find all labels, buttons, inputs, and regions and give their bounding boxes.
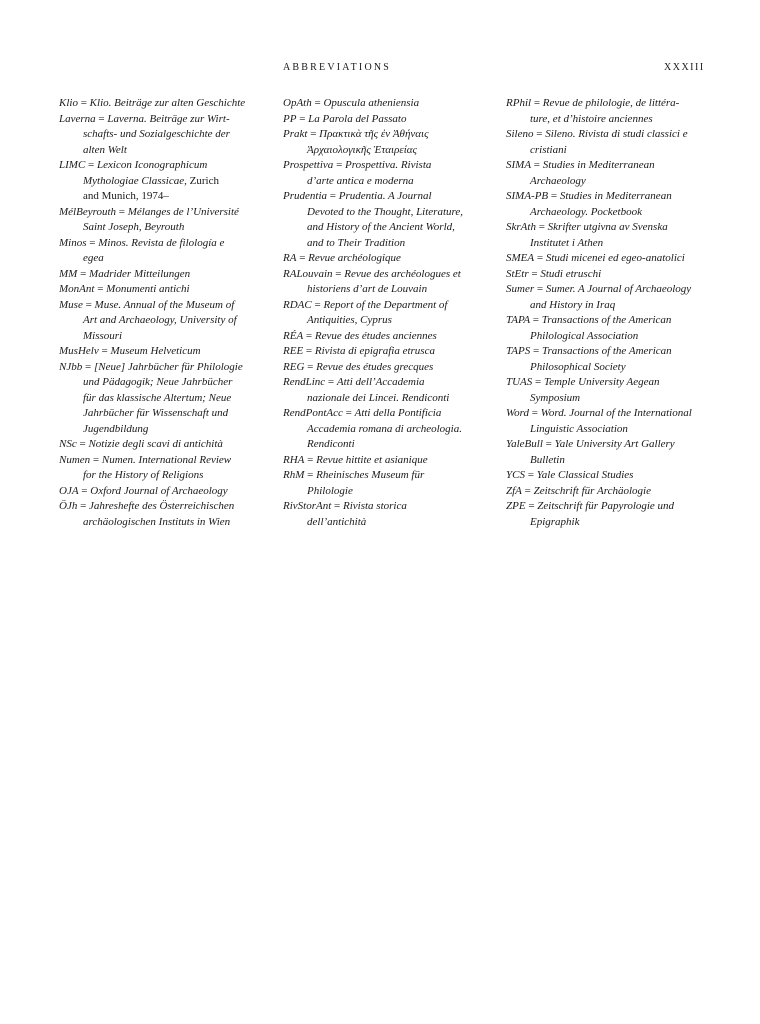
- abbreviation-entry: Sumer = Sumer. A Journal of Archaeology and History in Iraq: [506, 283, 692, 311]
- abbreviation-term: PP: [283, 112, 297, 125]
- abbreviation-expansion: Rivista di epigrafia etrusca: [314, 345, 435, 357]
- abbreviation-term: SMEA: [506, 252, 535, 264]
- abbreviation-term: RendPontAcc: [283, 407, 343, 419]
- abbreviation-entry: RÉA = Revue des études anciennes: [283, 329, 437, 342]
- abbreviation-expansion: Revue des archéologues et historiens d’art de Louvain: [307, 267, 461, 295]
- abbreviation-expansion: Revue hittite et asianique: [316, 453, 428, 466]
- abbreviation-expansion: Revue des études grecques: [316, 360, 434, 373]
- abbreviation-term: RA: [283, 252, 297, 264]
- abbreviation-term: MM: [59, 267, 78, 280]
- page-number: XXXIII: [664, 62, 705, 73]
- abbreviation-entry: RALouvain = Revue des archéologues et historiens d’art de Louvain: [283, 267, 461, 295]
- abbreviation-expansion: La Parola del Passato: [308, 112, 407, 125]
- abbreviation-entry: RendLinc = Atti dell’Accademia nazionale dei Lincei. Rendiconti: [283, 376, 450, 404]
- abbreviation-entry: StEtr = Studi etruschi: [506, 267, 602, 280]
- abbreviation-term: Prudentia: [283, 190, 327, 202]
- abbreviation-expansion: Report of the Department of Antiquities, Cyprus: [307, 298, 448, 326]
- abbreviation-expansion: Muse. Annual of the Museum of Art and Archaeology, University of Missouri: [83, 298, 237, 342]
- abbreviation-entry: Prakt = Πρακτικὰ τῆς ἐν Ἀθήναις Ἀρχαιολογικῆς Ἑταιρείας: [283, 128, 429, 156]
- abbreviation-expansion: Monumenti antichi: [106, 283, 190, 295]
- abbreviation-term: Laverna: [59, 112, 96, 125]
- abbreviation-term: SIMA-PB: [506, 190, 549, 202]
- abbreviation-term: TAPA: [506, 314, 531, 326]
- abbreviation-entry: SIMA-PB = Studies in Mediterranean Archaeology. Pocketbook: [506, 190, 672, 218]
- abbreviation-expansion: Jahreshefte des Österreichischen archäologischen Instituts in Wien: [83, 500, 235, 528]
- abbreviation-entry: MM = Madrider Mitteilungen: [59, 267, 191, 280]
- abbreviation-term: NSc: [59, 438, 77, 450]
- abbreviation-term: LIMC: [59, 159, 86, 171]
- abbreviation-expansion: Revue de philologie, de littéra- ture, et d’histoire anciennes: [530, 97, 680, 125]
- abbreviation-term: ZfA: [506, 484, 522, 497]
- abbreviation-expansion: Prospettiva. Rivista d’arte antica e moderna: [307, 159, 432, 187]
- abbreviation-entry: ZPE = Zeitschrift für Papyrologie und Epigraphik: [506, 500, 675, 528]
- abbreviation-expansion: Rheinisches Museum für Philologie: [307, 469, 425, 497]
- abbreviation-term: YaleBull: [506, 438, 543, 450]
- abbreviation-term: Word: [506, 407, 530, 419]
- abbreviation-term: ÖJh: [59, 500, 78, 512]
- abbreviation-entry: ZfA = Zeitschrift für Archäologie: [506, 484, 651, 497]
- abbreviation-expansion: Oxford Journal of Archaeology: [90, 484, 228, 497]
- abbreviation-expansion: Studi etruschi: [540, 267, 602, 280]
- abbreviation-expansion: Revue des études anciennes: [314, 329, 437, 342]
- abbreviation-expansion: Mélanges de l’Université Saint Joseph, Beyrouth: [83, 205, 239, 233]
- abbreviation-term: Muse: [59, 298, 83, 311]
- abbreviation-expansion: Rivista storica dell’antichità: [307, 500, 407, 528]
- abbreviation-entry: SkrAth = Skrifter utgivna av Svenska Institutet i Athen: [506, 221, 668, 249]
- abbreviation-expansion: Πρακτικὰ τῆς ἐν Ἀθήναις Ἀρχαιολογικῆς Ἑταιρείας: [307, 128, 429, 156]
- abbreviation-entry: REE = Rivista di epigrafia etrusca: [283, 345, 435, 357]
- abbreviation-expansion: Studi micenei ed egeo-anatolici: [545, 252, 685, 264]
- abbreviation-term: Minos: [59, 236, 87, 249]
- abbreviation-entry: Prospettiva = Prospettiva. Rivista d’arte antica e moderna: [283, 159, 432, 187]
- abbreviation-expansion: Skrifter utgivna av Svenska Institutet i Athen: [530, 221, 668, 249]
- abbreviation-entry: MusHelv = Museum Helveticum: [59, 345, 201, 357]
- abbreviation-term: OJA: [59, 484, 79, 497]
- abbreviation-term: RHA: [283, 453, 305, 466]
- abbreviation-entry: Prudentia = Prudentia. A Journal Devoted to the Thought, Literature, and History of the Ancient World, and to Their Tradition: [283, 190, 464, 249]
- abbreviation-entry: RhM = Rheinisches Museum für Philologie: [283, 469, 425, 497]
- abbreviation-term: Klio: [59, 97, 78, 109]
- abbreviation-entry: Numen = Numen. International Review for the History of Religions: [59, 453, 232, 481]
- abbreviation-term: REG: [283, 360, 305, 373]
- abbreviation-expansion: Klio. Beiträge zur alten Geschichte: [89, 97, 246, 109]
- abbreviation-expansion: Atti della Pontificia Accademia romana di archeologia. Rendiconti: [307, 407, 462, 450]
- abbreviation-column-1: [59, 96, 264, 530]
- abbreviation-expansion: Atti dell’Accademia nazionale dei Lincei. Rendiconti: [307, 376, 450, 404]
- abbreviation-term: Numen: [59, 453, 91, 466]
- abbreviation-entry: Word = Word. Journal of the International Linguistic Association: [506, 407, 692, 435]
- abbreviation-expansion: Museum Helveticum: [110, 345, 201, 357]
- abbreviation-term: SkrAth: [506, 221, 536, 233]
- abbreviation-term: REE: [283, 345, 304, 357]
- abbreviation-term: Sileno: [506, 128, 534, 140]
- abbreviation-entry: PP = La Parola del Passato: [283, 112, 407, 125]
- abbreviation-term: RivStorAnt: [283, 500, 332, 512]
- abbreviation-entry: OJA = Oxford Journal of Archaeology: [59, 484, 228, 497]
- abbreviation-expansion: Revue archéologique: [308, 252, 401, 264]
- abbreviation-term: RhM: [283, 469, 305, 481]
- abbreviation-term: ZPE: [506, 500, 526, 512]
- abbreviation-expansion: Notizie degli scavi di antichità: [88, 438, 223, 450]
- abbreviation-term: StEtr: [506, 267, 529, 280]
- abbreviation-entry: RA = Revue archéologique: [283, 252, 401, 264]
- abbreviation-expansion: Opuscula atheniensia: [323, 97, 420, 109]
- abbreviation-expansion: [Neue] Jahrbücher für Philologie und Pädagogik; Neue Jahrbücher für das klassische Altertum; Neue Jahrbücher für Wissenschaft und Jugendbildung: [83, 360, 243, 435]
- abbreviation-entry: TUAS = Temple University Aegean Symposium: [506, 376, 660, 404]
- abbreviation-entry: SIMA = Studies in Mediterranean Archaeology: [506, 159, 655, 187]
- abbreviation-expansion: Minos. Revista de filología e egea: [83, 236, 225, 264]
- abbreviation-entry: Sileno = Sileno. Rivista di studi classici e cristiani: [506, 128, 688, 156]
- abbreviation-column-2: [283, 96, 489, 530]
- abbreviation-entry: SMEA = Studi micenei ed egeo-anatolici: [506, 252, 685, 264]
- abbreviation-term: TUAS: [506, 376, 533, 388]
- abbreviation-entry: TAPS = Transactions of the American Philosophical Society: [506, 345, 672, 373]
- abbreviation-term: RÉA: [283, 329, 304, 342]
- abbreviation-entry: RendPontAcc = Atti della Pontificia Accademia romana di archeologia. Rendiconti: [283, 407, 462, 450]
- abbreviation-entry: RHA = Revue hittite et asianique: [283, 453, 428, 466]
- running-head: ABBREVIATIONS: [283, 62, 392, 73]
- abbreviation-entry: RDAC = Report of the Department of Antiquities, Cyprus: [283, 298, 448, 326]
- abbreviation-expansion: Zeitschrift für Archäologie: [533, 484, 651, 497]
- abbreviation-term: MélBeyrouth: [59, 205, 117, 218]
- abbreviation-entry: LIMC = Lexicon Iconographicum Mythologiae Classicae, Zurich and Munich, 1974–: [59, 159, 219, 202]
- abbreviation-entry: Minos = Minos. Revista de filología e egea: [59, 236, 225, 264]
- abbreviation-entry: Laverna = Laverna. Beiträge zur Wirt- schafts- und Sozialgeschichte der alten Welt: [59, 112, 230, 156]
- abbreviation-term: RDAC: [283, 298, 312, 311]
- abbreviation-entry: YaleBull = Yale University Art Gallery Bulletin: [506, 438, 675, 466]
- abbreviation-term: NJbb: [59, 360, 83, 373]
- abbreviation-expansion: Word. Journal of the International Linguistic Association: [530, 407, 692, 435]
- abbreviation-term: MusHelv: [59, 345, 99, 357]
- abbreviation-expansion: Sileno. Rivista di studi classici e cristiani: [530, 128, 688, 156]
- abbreviation-expansion: Prudentia. A Journal Devoted to the Thought, Literature, and History of the Ancient World, and to Their Tradition: [307, 190, 464, 249]
- abbreviation-expansion: Studies in Mediterranean Archaeology: [530, 159, 655, 187]
- abbreviation-expansion: Transactions of the American Philosophical Society: [530, 345, 672, 373]
- abbreviation-expansion: Yale University Art Gallery Bulletin: [530, 438, 675, 466]
- abbreviation-entry: TAPA = Transactions of the American Philological Association: [506, 314, 672, 342]
- abbreviation-entry: OpAth = Opuscula atheniensia: [283, 97, 420, 109]
- abbreviation-entry: ÖJh = Jahreshefte des Österreichischen archäologischen Instituts in Wien: [59, 500, 235, 528]
- abbreviation-term: RPhil: [506, 97, 532, 109]
- abbreviation-expansion: Yale Classical Studies: [536, 469, 634, 481]
- abbreviation-entry: RivStorAnt = Rivista storica dell’antichità: [283, 500, 407, 528]
- abbreviation-expansion: Lexicon Iconographicum Mythologiae Classicae,: [83, 159, 208, 187]
- abbreviation-entry: RPhil = Revue de philologie, de littéra- ture, et d’histoire anciennes: [506, 97, 680, 125]
- abbreviation-term: YCS: [506, 469, 525, 481]
- abbreviation-expansion-roman: Zurich and Munich, 1974–: [83, 174, 219, 202]
- abbreviation-column-3: [506, 96, 716, 530]
- abbreviation-entry: Muse = Muse. Annual of the Museum of Art and Archaeology, University of Missouri: [59, 298, 237, 342]
- abbreviation-entry: NSc = Notizie degli scavi di antichità: [59, 438, 223, 450]
- abbreviation-term: Prospettiva: [283, 159, 334, 171]
- abbreviation-entry: Klio = Klio. Beiträge zur alten Geschichte: [59, 97, 246, 109]
- abbreviation-term: Prakt: [283, 128, 308, 140]
- abbreviation-expansion: Temple University Aegean Symposium: [530, 376, 660, 404]
- abbreviation-term: MonAnt: [59, 283, 95, 295]
- abbreviation-entry: MonAnt = Monumenti antichi: [59, 283, 190, 295]
- abbreviation-expansion: Transactions of the American Philological Association: [530, 314, 672, 342]
- abbreviation-term: TAPS: [506, 345, 531, 357]
- abbreviation-term: OpAth: [283, 97, 312, 109]
- abbreviation-term: RALouvain: [283, 267, 333, 280]
- abbreviation-term: RendLinc: [283, 376, 326, 388]
- abbreviation-expansion: Studies in Mediterranean Archaeology. Pocketbook: [530, 190, 672, 218]
- abbreviation-entry: MélBeyrouth = Mélanges de l’Université Saint Joseph, Beyrouth: [59, 205, 239, 233]
- abbreviation-term: SIMA: [506, 159, 532, 171]
- abbreviation-expansion: Sumer. A Journal of Archaeology and History in Iraq: [530, 283, 692, 311]
- abbreviation-entry: NJbb = [Neue] Jahrbücher für Philologie und Pädagogik; Neue Jahrbücher für das klassische Altertum; Neue Jahrbücher für Wissenschaft und Jugendbildung: [59, 360, 243, 435]
- abbreviation-entry: REG = Revue des études grecques: [283, 360, 434, 373]
- abbreviation-expansion: Numen. International Review for the History of Religions: [83, 453, 232, 481]
- abbreviation-expansion: Laverna. Beiträge zur Wirt- schafts- und Sozialgeschichte der alten Welt: [83, 112, 230, 156]
- abbreviation-expansion: Madrider Mitteilungen: [89, 267, 191, 280]
- abbreviation-entry: YCS = Yale Classical Studies: [506, 469, 634, 481]
- abbreviation-term: Sumer: [506, 283, 535, 295]
- abbreviation-expansion: Zeitschrift für Papyrologie und Epigraphik: [530, 500, 675, 528]
